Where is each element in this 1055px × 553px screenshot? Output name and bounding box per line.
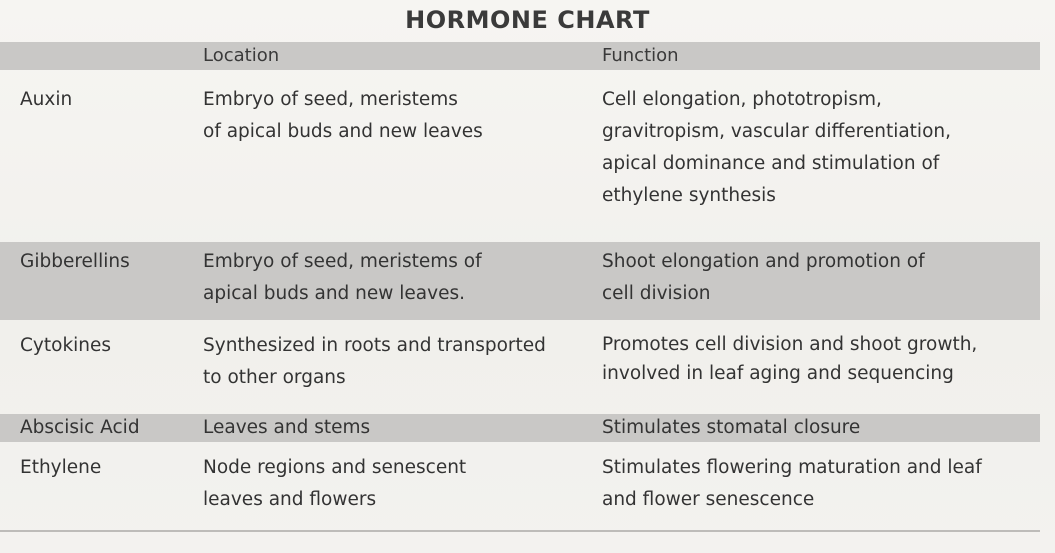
bottom-rule — [0, 530, 1040, 532]
row-ethylene-location — [203, 452, 466, 516]
location-line: Embryo of seed, meristems of — [203, 251, 482, 272]
function-line: Shoot elongation and promotion of — [602, 251, 925, 272]
location-line: Leaves and stems — [203, 417, 371, 438]
function-line: Stimulates stomatal closure — [602, 417, 861, 438]
header-function: Function — [602, 45, 679, 66]
page-title: HORMONE CHART — [405, 6, 650, 34]
function-line: cell division — [602, 283, 711, 304]
location-line: Embryo of seed, meristems — [203, 89, 458, 110]
row-ethylene-function — [602, 452, 982, 516]
function-line: and flower senescence — [602, 489, 815, 510]
row-band-abscisic-acid — [0, 414, 1040, 442]
location-line: apical buds and new leaves. — [203, 283, 465, 304]
function-line: Promotes cell division and shoot growth, — [602, 334, 978, 355]
row-cytokines-hormone: Cytokines — [20, 335, 112, 356]
row-abscisic-acid-location — [203, 412, 370, 444]
row-gibberellins-function — [602, 246, 925, 310]
row-auxin-function — [602, 84, 951, 212]
header-location: Location — [203, 45, 280, 66]
location-line: to other organs — [203, 367, 346, 388]
function-line: apical dominance and stimulation of — [602, 153, 940, 174]
row-gibberellins-location — [203, 246, 482, 310]
function-line: Stimulates flowering maturation and leaf — [602, 457, 982, 478]
function-line: involved in leaf aging and sequencing — [602, 363, 954, 384]
function-line: ethylene synthesis — [602, 185, 776, 206]
row-auxin-location — [203, 84, 483, 148]
function-line: gravitropism, vascular differentiation, — [602, 121, 951, 142]
row-cytokines-location — [203, 330, 546, 394]
location-line: Node regions and senescent — [203, 457, 467, 478]
location-line: Synthesized in roots and transported — [203, 335, 546, 356]
header-band — [0, 42, 1040, 70]
row-auxin-hormone: Auxin — [20, 89, 73, 110]
location-line: leaves and flowers — [203, 489, 377, 510]
row-gibberellins-hormone: Gibberellins — [20, 251, 130, 272]
row-abscisic-acid-function — [602, 412, 860, 444]
function-line: Cell elongation, phototropism, — [602, 89, 882, 110]
row-cytokines-function — [602, 330, 977, 388]
location-line: of apical buds and new leaves — [203, 121, 483, 142]
row-ethylene-hormone: Ethylene — [20, 457, 102, 478]
row-abscisic-acid-hormone: Abscisic Acid — [20, 417, 140, 438]
